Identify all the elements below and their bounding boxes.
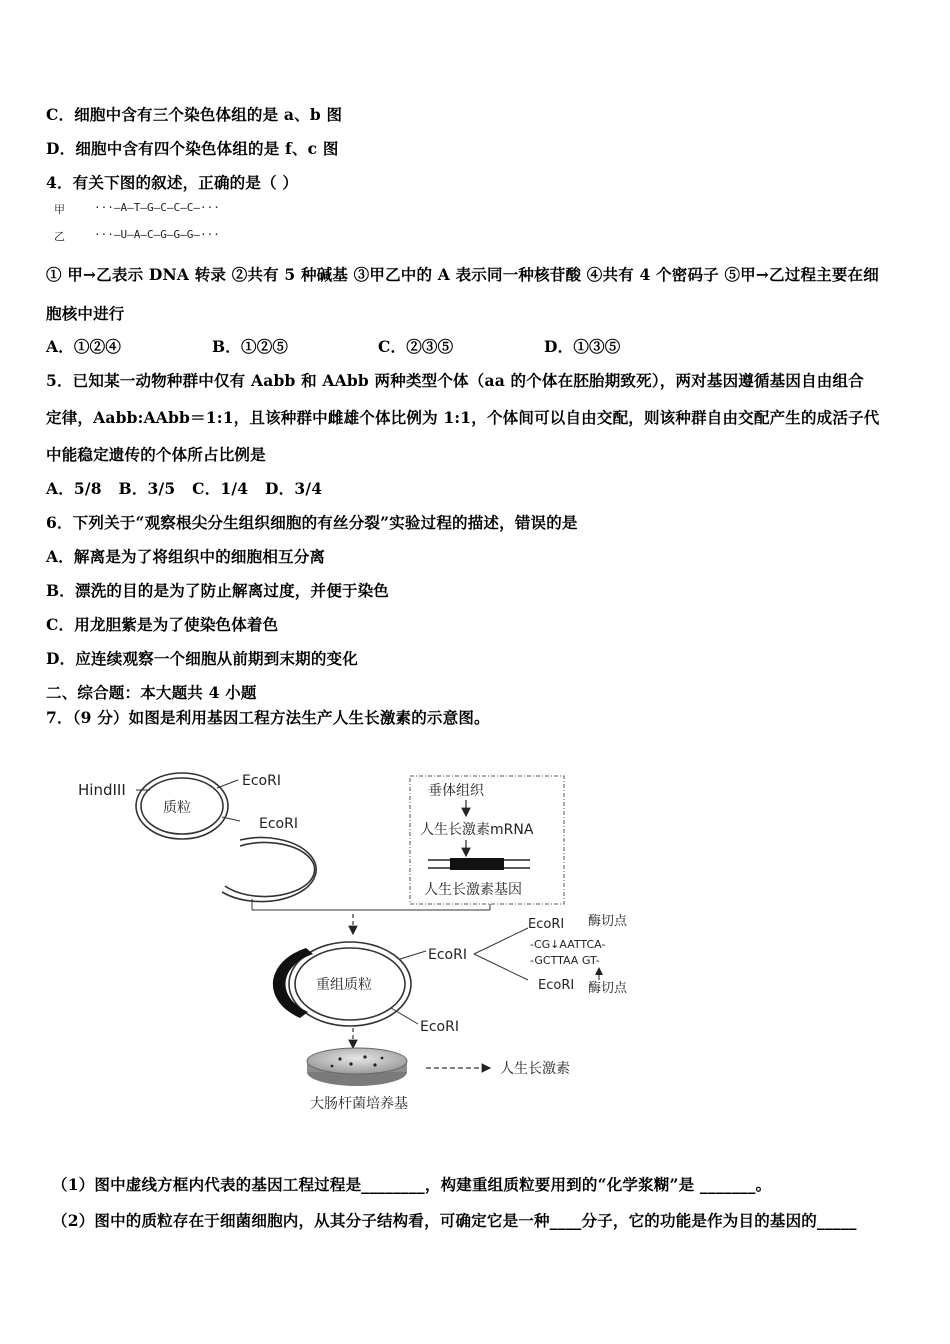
cut-point-label-1: 酶切点 [588, 914, 628, 929]
seq-label-yi: 乙 [54, 230, 65, 243]
q7-subquestion-2: （2）图中的质粒存在于细菌细胞内，从其分子结构看，可确定它是一种____分子，它的功能是作为目的基因的_____ [52, 1211, 857, 1230]
pituitary-label: 垂体组织 [428, 783, 484, 799]
seq-strand-jia: ···—A—T—G—C—C—C—··· [94, 201, 220, 214]
culture-label: 大肠杆菌培养基 [310, 1096, 408, 1112]
q6-option-c: C．用龙胆紫是为了使染色体着色 [46, 615, 279, 634]
plasmid-label: 质粒 [163, 800, 191, 816]
section-heading: 二、综合题：本大题共 4 小题 [46, 683, 257, 702]
mrna-label: 人生长激素mRNA [420, 822, 534, 838]
ecori-label-bottom: EcoRI [420, 1019, 459, 1035]
ecori-site-label-2: EcoRI [538, 978, 575, 993]
ecori-pointer-mid [400, 951, 426, 959]
sequence-top: -CG↓AATTCA- [530, 938, 606, 951]
q6-option-d: D．应连续观察一个细胞从前期到末期的变化 [46, 649, 358, 668]
cut-point-label-2: 酶切点 [588, 981, 628, 996]
culture-dish [307, 1048, 407, 1086]
q6-stem: 6．下列关于“观察根尖分生组织细胞的有丝分裂”实验过程的描述，错误的是 [46, 513, 578, 532]
q5-line2: 定律，Aabb:AAbb＝1:1，且该种群中雌雄个体比例为 1:1，个体间可以自由交配，则该种群自由交配产生的成活子代 [46, 408, 880, 427]
seq-label-jia: 甲 [54, 203, 65, 216]
q6-option-a: A．解离是为了将组织中的细胞相互分离 [46, 547, 326, 566]
q5-options: A．5/8 B．3/5 C．1/4 D．3/4 [46, 479, 323, 498]
q4-option-a: A．①②④ [46, 337, 122, 356]
q4-statements-line1: ① 甲→乙表示 DNA 转录 ②共有 5 种碱基 ③甲乙中的 A 表示同一种核苷酸 ④共有 4 个密码子 ⑤甲→乙过程主要在细 [46, 265, 879, 284]
q5-line1: 5．已知某一动物种群中仅有 Aabb 和 AAbb 两种类型个体（aa 的个体在胚胎期致死），两对基因遵循基因自由组合 [46, 371, 864, 390]
ecori-label-top1: EcoRI [242, 773, 281, 789]
q4-option-b: B．①②⑤ [212, 337, 289, 356]
ecori-label-mid: EcoRI [428, 947, 467, 963]
q4-options [46, 335, 620, 357]
ecori-pointer-bottom [391, 1008, 418, 1024]
gene-engineering-figure [70, 768, 660, 1128]
q4-option-c: C．②③⑤ [378, 337, 454, 356]
q3-option-c: C．细胞中含有三个染色体组的是 a、b 图 [46, 105, 343, 124]
q4-option-d: D．①③⑤ [544, 337, 621, 356]
q7-subquestion-1: （1）图中虚线方框内代表的基因工程过程是________，构建重组质粒要用到的“化学浆糊”是 _______。 [52, 1175, 772, 1194]
seq-strand-yi: ···—U—A—C—G—G—G—··· [94, 228, 220, 241]
ecori-pointer-1 [217, 780, 238, 788]
hindiii-label: HindIII [78, 781, 126, 799]
gene-label: 人生长激素基因 [424, 882, 522, 898]
ecori-site-label-1: EcoRI [528, 917, 565, 932]
q4-statements-line2: 胞核中进行 [46, 304, 125, 323]
q4-stem: 4．有关下图的叙述，正确的是（ ） [46, 173, 299, 192]
q3-option-d: D．细胞中含有四个染色体组的是 f、c 图 [46, 139, 339, 158]
q5-line3: 中能稳定遗传的个体所占比例是 [46, 445, 266, 464]
recombinant-label: 重组质粒 [316, 977, 372, 993]
q7-stem: 7．（9 分）如图是利用基因工程方法生产人生长激素的示意图。 [46, 708, 490, 727]
q6-option-b: B．漂洗的目的是为了防止解离过度，并便于染色 [46, 581, 390, 600]
hgh-label: 人生长激素 [500, 1061, 570, 1077]
sequence-bottom: -GCTTAA GT- [530, 954, 600, 967]
ecori-label-top2: EcoRI [259, 816, 298, 832]
gene-band [428, 858, 530, 870]
